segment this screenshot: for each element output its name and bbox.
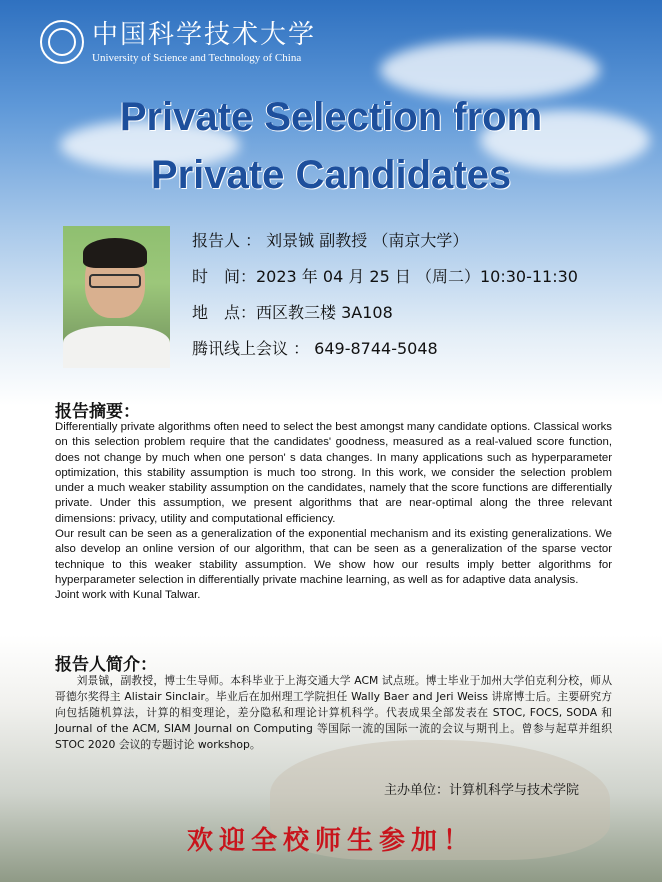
university-name-cn: 中国科学技术大学 (92, 20, 317, 50)
bio-text: 刘景铖，副教授，博士生导师。本科毕业于上海交通大学 ACM 试点班。博士毕业于加州大学伯克利分校，师从哥德尔奖得主 Alistair Sinclair。毕业后在加州理工学院担任 Wally Baer and Jeri Weiss 讲席博士后。主要研究方向包括随机算法，计算的相变理论，差分隐私和理论计算机科学。代表成果全部发表在 STOC, FOCS, SODA 和 Journal of the ACM, SIAM Journal on Computing 等国际一流的国际一流的会议与期刊上。曾参与起草并组织 STOC 2020 会议的专题讨论 workshop。 (55, 674, 612, 751)
talk-title (0, 88, 662, 204)
university-seal-icon (40, 20, 84, 64)
abstract-body (55, 420, 612, 604)
abstract-paragraph: Differentially private algorithms often need to select the best amongst many candidate options. Classical works on this selection problem require that the candidates' goodness, measured as a real-valued score function, does not change by much when one person' s data changes. In many applications such as hyperparameter optimization, this stability assumption is much too strong. In this work, we consider the selection problem under a much weaker stability assumption on the candidates, namely that the score functions are differentially private. Under this assumption, we present algorithms that are near-optimal along the three relevant dimensions: privacy, utility and computational efficiency. (55, 421, 612, 525)
place-line: 地 点：西区教三楼 3A108 (192, 303, 393, 322)
talk-info (192, 228, 578, 372)
meeting-line: 腾讯线上会议 ： 649-8744-5048 (192, 339, 438, 358)
abstract-paragraph: Joint work with Kunal Talwar. (55, 589, 201, 602)
university-header (40, 18, 360, 68)
host-organization: 主办单位：计算机科学与技术学院 (384, 783, 580, 798)
abstract-paragraph: Our result can be seen as a generalization of the exponential mechanism and its existing generalizations. We also develop an online version of our algorithm, that can be seen as a generalization of the sparse vector technique to this weaker stability assumption. We show how our results imply better algorithms for hyperparameter selection in differentially private machine learning, as well as for adaptive data analysis. (55, 528, 612, 586)
bio-heading: 报告人简介： (55, 655, 157, 675)
welcome-banner: 欢迎全校师生参加！ (186, 826, 475, 856)
university-name-en: University of Science and Technology of China (92, 52, 302, 64)
title-line-2: Private Candidates (150, 153, 512, 197)
title-line-1: Private Selection from (119, 95, 543, 139)
speaker-line: 报告人 ： 刘景铖 副教授 （南京大学） (192, 231, 469, 250)
abstract-heading: 报告摘要： (55, 402, 140, 422)
speaker-photo (63, 226, 170, 368)
time-line: 时 间：2023 年 04 月 25 日 （周二）10:30-11:30 (192, 267, 578, 286)
